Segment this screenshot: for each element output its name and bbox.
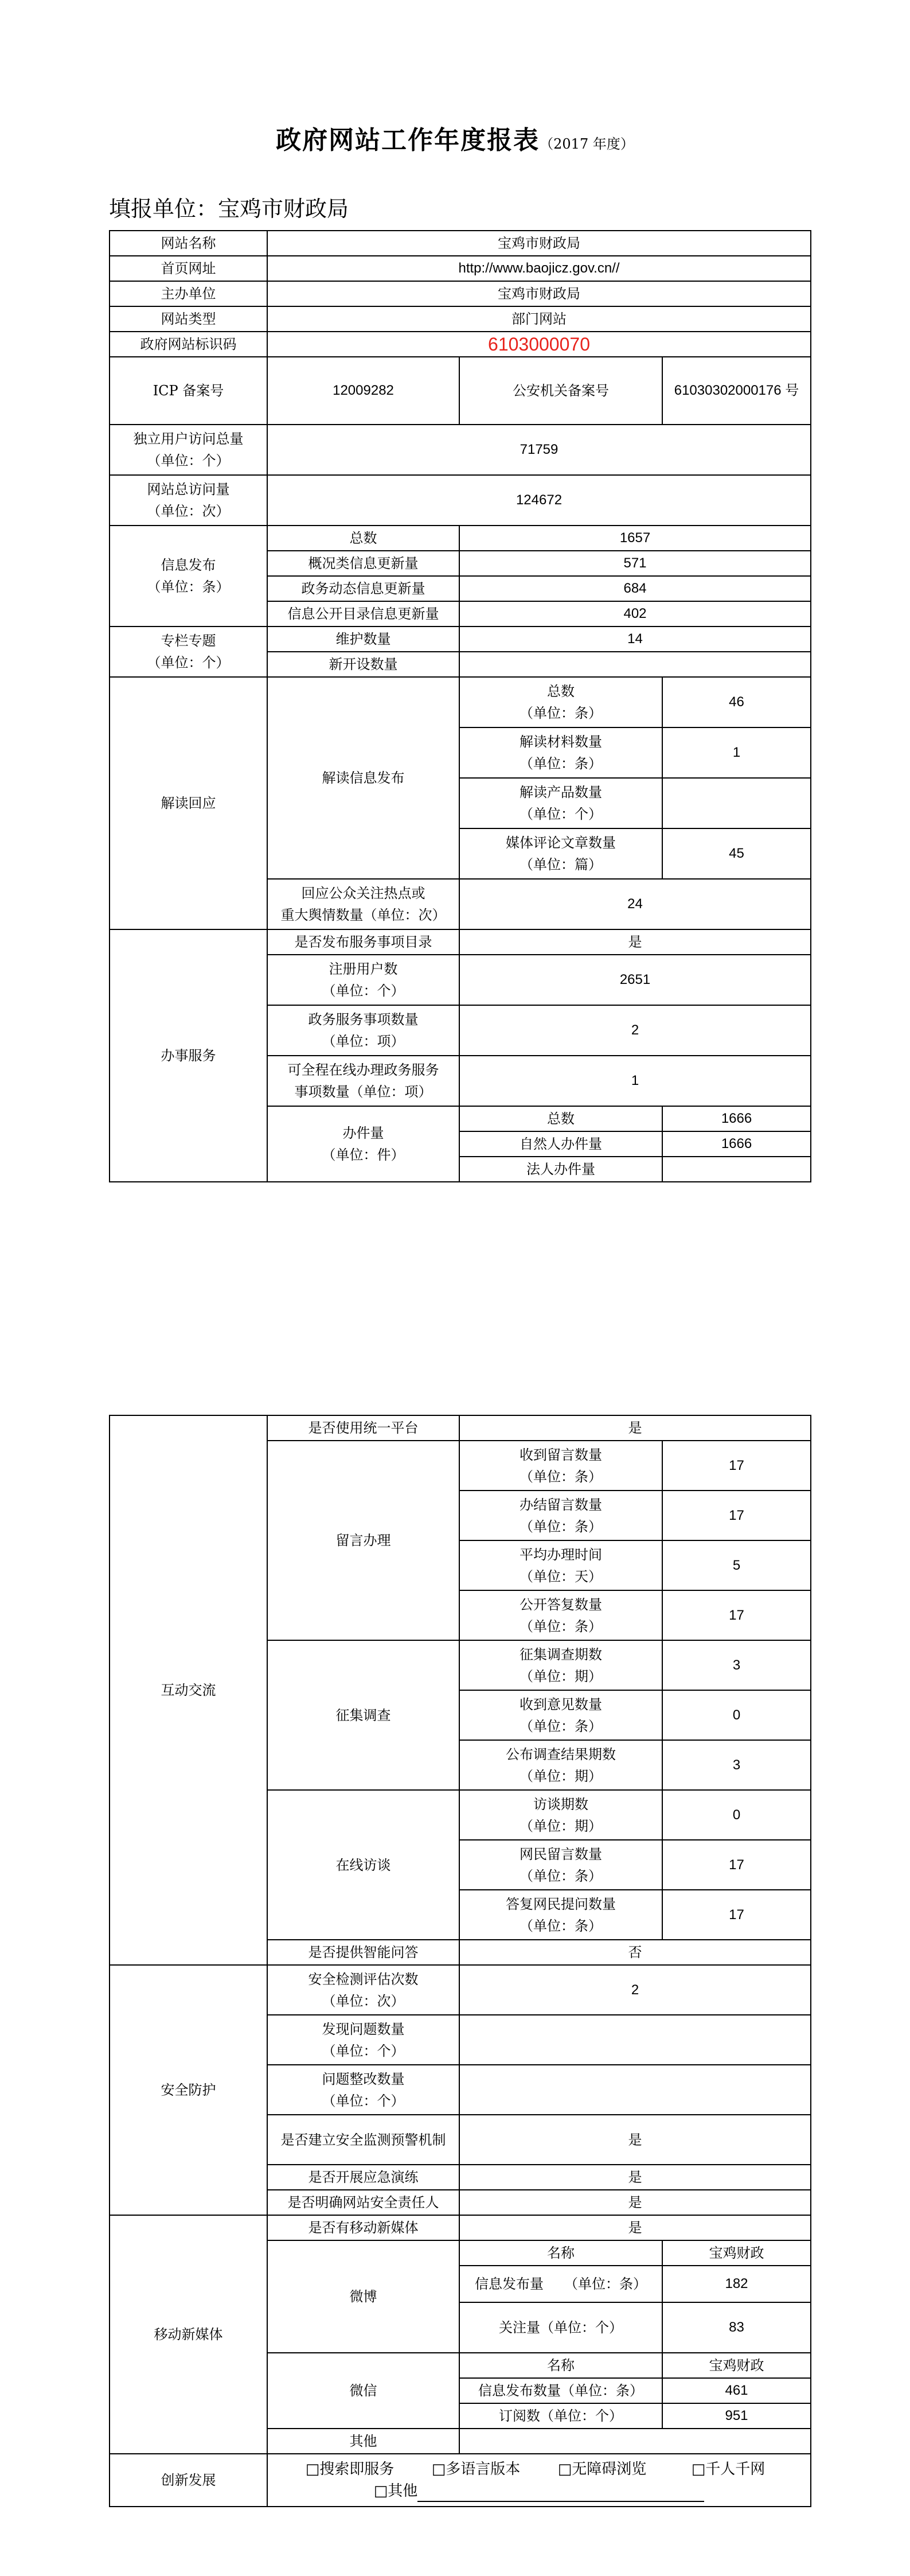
cell-value: 182: [662, 2266, 811, 2302]
cell-label: 网站名称: [110, 231, 267, 256]
cell-value: 402: [459, 601, 811, 627]
search-service-checkbox[interactable]: □搜索即服务: [305, 2461, 395, 2478]
report-year: （2017 年度）: [540, 136, 634, 152]
label-line: 信息发布: [161, 557, 216, 573]
label-line: 网站总访问量: [147, 481, 230, 497]
table-row: [110, 281, 811, 306]
label-unit: （单位：天）: [520, 1568, 602, 1585]
cell-value: 45: [662, 828, 811, 879]
cell-value: 17: [662, 1590, 811, 1640]
label-unit: （单位：期）: [520, 1818, 602, 1834]
cell-label: 留言办理: [267, 1441, 459, 1640]
label-line: 解读材料数量: [520, 734, 602, 750]
cell-label: [267, 2015, 459, 2065]
accessibility-checkbox[interactable]: □无障碍浏览: [557, 2461, 647, 2478]
cell-value: 是: [459, 2165, 811, 2190]
cell-label: 是否有移动新媒体: [267, 2215, 459, 2240]
report-title-text: 政府网站工作年度报表: [276, 126, 540, 155]
label-unit: （单位：项）: [322, 1033, 405, 1049]
personalized-checkbox[interactable]: □千人千网: [691, 2461, 766, 2478]
table-row: [110, 929, 811, 955]
label-line: 事项数量（单位：项）: [294, 1084, 432, 1100]
table-row: [110, 256, 811, 281]
label-line: 解读产品数量: [520, 784, 602, 800]
cell-value: 部门网站: [267, 306, 811, 332]
cell-label: 是否使用统一平台: [267, 1415, 459, 1441]
cell-label: 微博: [267, 2240, 459, 2353]
cell-label: 信息发布量 （单位：条）: [459, 2266, 662, 2302]
table-row: [110, 1415, 811, 1441]
cell-label: 信息发布数量（单位：条）: [459, 2378, 662, 2403]
label-unit: （单位：次）: [322, 1993, 405, 2009]
label-line: 问题整改数量: [322, 2071, 405, 2087]
label-unit: （单位：条）: [520, 1518, 602, 1535]
cell-value: 2651: [459, 955, 811, 1005]
cell-label: 名称: [459, 2240, 662, 2266]
cell-label: 是否提供智能问答: [267, 1940, 459, 1965]
cell-value: 宝鸡财政: [662, 2353, 811, 2378]
table-row: [110, 332, 811, 357]
cell-value: [459, 2015, 811, 2065]
cell-value: 46: [662, 677, 811, 727]
cell-label: 办事服务: [110, 929, 267, 1182]
other-checkbox[interactable]: □其他: [373, 2482, 418, 2500]
homepage-url: http://www.baojicz.gov.cn//: [267, 256, 811, 281]
innovation-options: [267, 2454, 811, 2507]
cell-label: [267, 879, 459, 929]
report-table-basic: [109, 230, 811, 1182]
table-row: [110, 231, 811, 256]
label-unit: （单位：条）: [520, 1468, 602, 1485]
label-unit: （单位：条）: [520, 705, 602, 721]
label-line: 办件量: [342, 1125, 384, 1141]
cell-label: ICP 备案号: [110, 357, 267, 425]
cell-label: [110, 526, 267, 627]
cell-value: [662, 778, 811, 828]
label-line: 网民留言数量: [520, 1846, 602, 1862]
label-unit: （单位：期）: [520, 1668, 602, 1684]
label-unit: （单位：条）: [147, 579, 230, 595]
cell-label: 法人办件量: [459, 1157, 662, 1182]
cell-label: 公安机关备案号: [459, 357, 662, 425]
cell-value: 0: [662, 1690, 811, 1740]
label-unit: （单位：条）: [520, 1917, 602, 1934]
cell-label: [459, 1740, 662, 1790]
cell-label: 创新发展: [110, 2454, 267, 2507]
label-line: 收到意见数量: [520, 1696, 602, 1713]
cell-value: 1: [459, 1056, 811, 1106]
cell-value: 5: [662, 1540, 811, 1590]
cell-label: [459, 1690, 662, 1740]
cell-value: 宝鸡财政: [662, 2240, 811, 2266]
cell-value: 14: [459, 627, 811, 652]
cell-label: [110, 627, 267, 677]
cell-value: 17: [662, 1491, 811, 1540]
cell-label: 解读信息发布: [267, 677, 459, 879]
label-unit: （单位：个）: [322, 2042, 405, 2059]
label-line: 平均办理时间: [520, 1546, 602, 1563]
cell-label: [459, 677, 662, 727]
cell-label: 其他: [267, 2429, 459, 2454]
cell-value: 是: [459, 929, 811, 955]
label-line: 专栏专题: [161, 633, 216, 649]
cell-value: 是: [459, 2190, 811, 2215]
cell-label: [459, 1640, 662, 1690]
label-line: 重大舆情数量（单位：次）: [280, 907, 446, 923]
cell-label: 网站类型: [110, 306, 267, 332]
cell-label: 信息公开目录信息更新量: [267, 601, 459, 627]
cell-value: 宝鸡市财政局: [267, 231, 811, 256]
cell-value: 是: [459, 2215, 811, 2240]
cell-label: 关注量（单位：个）: [459, 2302, 662, 2353]
cell-label: [459, 727, 662, 778]
label-line: 独立用户访问总量: [133, 431, 244, 447]
icp-number: 12009282: [267, 357, 459, 425]
cell-label: [459, 1790, 662, 1840]
cell-value: 0: [662, 1790, 811, 1840]
label-line: 答复网民提问数量: [506, 1896, 616, 1912]
label-unit: （单位：期）: [520, 1768, 602, 1784]
cell-value: 3: [662, 1740, 811, 1790]
label-unit: （单位：条）: [520, 1718, 602, 1734]
cell-value: 17: [662, 1840, 811, 1890]
cell-label: 安全防护: [110, 1965, 267, 2215]
cell-label: 名称: [459, 2353, 662, 2378]
cell-label: 新开设数量: [267, 652, 459, 677]
cell-label: [267, 955, 459, 1005]
cell-value: 83: [662, 2302, 811, 2353]
cell-value: 1666: [662, 1106, 811, 1131]
label-line: 回应公众关注热点或: [301, 885, 425, 901]
label-unit: （单位：个）: [322, 2092, 405, 2109]
cell-value: 461: [662, 2378, 811, 2403]
cell-value: [459, 2065, 811, 2115]
label-line: 可全程在线办理政务服务: [287, 1062, 439, 1078]
cell-label: 主办单位: [110, 281, 267, 306]
cell-label: 总数: [267, 526, 459, 551]
label-line: 政务服务事项数量: [308, 1011, 419, 1028]
table-row: [110, 306, 811, 332]
cell-label: [459, 1890, 662, 1940]
cell-value: 1: [662, 727, 811, 778]
police-number: 61030302000176 号: [662, 357, 811, 425]
label-line: 办结留言数量: [520, 1496, 602, 1513]
label-line: 访谈期数: [533, 1796, 588, 1812]
label-unit: （单位：个）: [520, 806, 602, 822]
cell-label: [267, 1056, 459, 1106]
label-unit: （单位：次）: [147, 503, 230, 519]
cell-label: 总数: [459, 1106, 662, 1131]
cell-label: [459, 1441, 662, 1491]
cell-label: 概况类信息更新量: [267, 551, 459, 576]
cell-label: [110, 475, 267, 526]
label-line: 公开答复数量: [520, 1596, 602, 1613]
label-unit: （单位：条）: [520, 756, 602, 772]
table-row: [110, 357, 811, 425]
cell-label: [459, 1491, 662, 1540]
cell-label: [267, 1106, 459, 1182]
cell-value: 17: [662, 1441, 811, 1491]
site-id-code: 6103000070: [267, 332, 811, 357]
cell-value: 2: [459, 1965, 811, 2015]
table-row: [110, 2454, 811, 2507]
cell-label: [110, 425, 267, 475]
label-unit: （单位：条）: [520, 1867, 602, 1884]
cell-label: 是否发布服务事项目录: [267, 929, 459, 955]
cell-label: [459, 1840, 662, 1890]
cell-label: 政务动态信息更新量: [267, 576, 459, 601]
cell-value: [662, 1157, 811, 1182]
label-unit: （单位：个）: [147, 655, 230, 671]
cell-label: [459, 828, 662, 879]
label-unit: （单位：件）: [322, 1147, 405, 1163]
label-line: 征集调查期数: [520, 1646, 602, 1663]
cell-label: 自然人办件量: [459, 1131, 662, 1157]
cell-label: 互动交流: [110, 1415, 267, 1965]
cell-value: [459, 2429, 811, 2454]
table-row: [110, 677, 811, 727]
cell-value: 17: [662, 1890, 811, 1940]
cell-label: 政府网站标识码: [110, 332, 267, 357]
cell-label: 微信: [267, 2353, 459, 2429]
report-title: [0, 119, 910, 156]
table-row: [110, 627, 811, 652]
label-unit: （单位：个）: [322, 983, 405, 999]
cell-label: [459, 1540, 662, 1590]
cell-value: 是: [459, 1415, 811, 1441]
cell-value: 124672: [267, 475, 811, 526]
cell-value: 宝鸡市财政局: [267, 281, 811, 306]
cell-label: 是否明确网站安全责任人: [267, 2190, 459, 2215]
cell-label: [459, 778, 662, 828]
cell-label: 在线访谈: [267, 1790, 459, 1940]
table-row: [110, 1965, 811, 2015]
cell-label: [267, 1965, 459, 2015]
innovation-row: [270, 2480, 808, 2502]
cell-value: 3: [662, 1640, 811, 1690]
label-line: 注册用户数: [329, 961, 398, 977]
label-line: 收到留言数量: [520, 1446, 602, 1463]
report-table-interaction: [109, 1415, 811, 2507]
label-unit: （单位：个）: [147, 453, 230, 469]
cell-value: 1657: [459, 526, 811, 551]
cell-label: 解读回应: [110, 677, 267, 929]
cell-value: 否: [459, 1940, 811, 1965]
cell-label: 维护数量: [267, 627, 459, 652]
cell-label: [267, 2065, 459, 2115]
filing-unit: 填报单位：宝鸡市财政局: [109, 196, 349, 221]
label-line: 媒体评论文章数量: [506, 835, 616, 851]
cell-value: 2: [459, 1005, 811, 1056]
table-row: [110, 526, 811, 551]
table-row: [110, 425, 811, 475]
cell-value: 951: [662, 2403, 811, 2429]
cell-label: [267, 1005, 459, 1056]
cell-value: 71759: [267, 425, 811, 475]
cell-value: [459, 652, 811, 677]
label-line: 安全检测评估次数: [308, 1971, 419, 1987]
cell-value: 是: [459, 2115, 811, 2165]
multilingual-checkbox[interactable]: □多语言版本: [431, 2461, 521, 2478]
label-unit: （单位：条）: [520, 1618, 602, 1635]
cell-label: 是否建立安全监测预警机制: [267, 2115, 459, 2165]
cell-label: 订阅数（单位：个）: [459, 2403, 662, 2429]
innovation-row: [270, 2458, 808, 2480]
cell-label: 移动新媒体: [110, 2215, 267, 2454]
cell-label: 首页网址: [110, 256, 267, 281]
cell-value: 571: [459, 551, 811, 576]
cell-value: 684: [459, 576, 811, 601]
cell-value: 1666: [662, 1131, 811, 1157]
cell-label: 征集调查: [267, 1640, 459, 1790]
cell-label: 是否开展应急演练: [267, 2165, 459, 2190]
other-blank[interactable]: [417, 2486, 704, 2502]
table-row: [110, 2215, 811, 2240]
label-line: 总数: [547, 683, 575, 699]
cell-label: [459, 1590, 662, 1640]
label-unit: （单位：篇）: [520, 857, 602, 873]
cell-value: 24: [459, 879, 811, 929]
table-row: [110, 475, 811, 526]
label-line: 发现问题数量: [322, 2021, 405, 2037]
label-line: 公布调查结果期数: [506, 1746, 616, 1762]
